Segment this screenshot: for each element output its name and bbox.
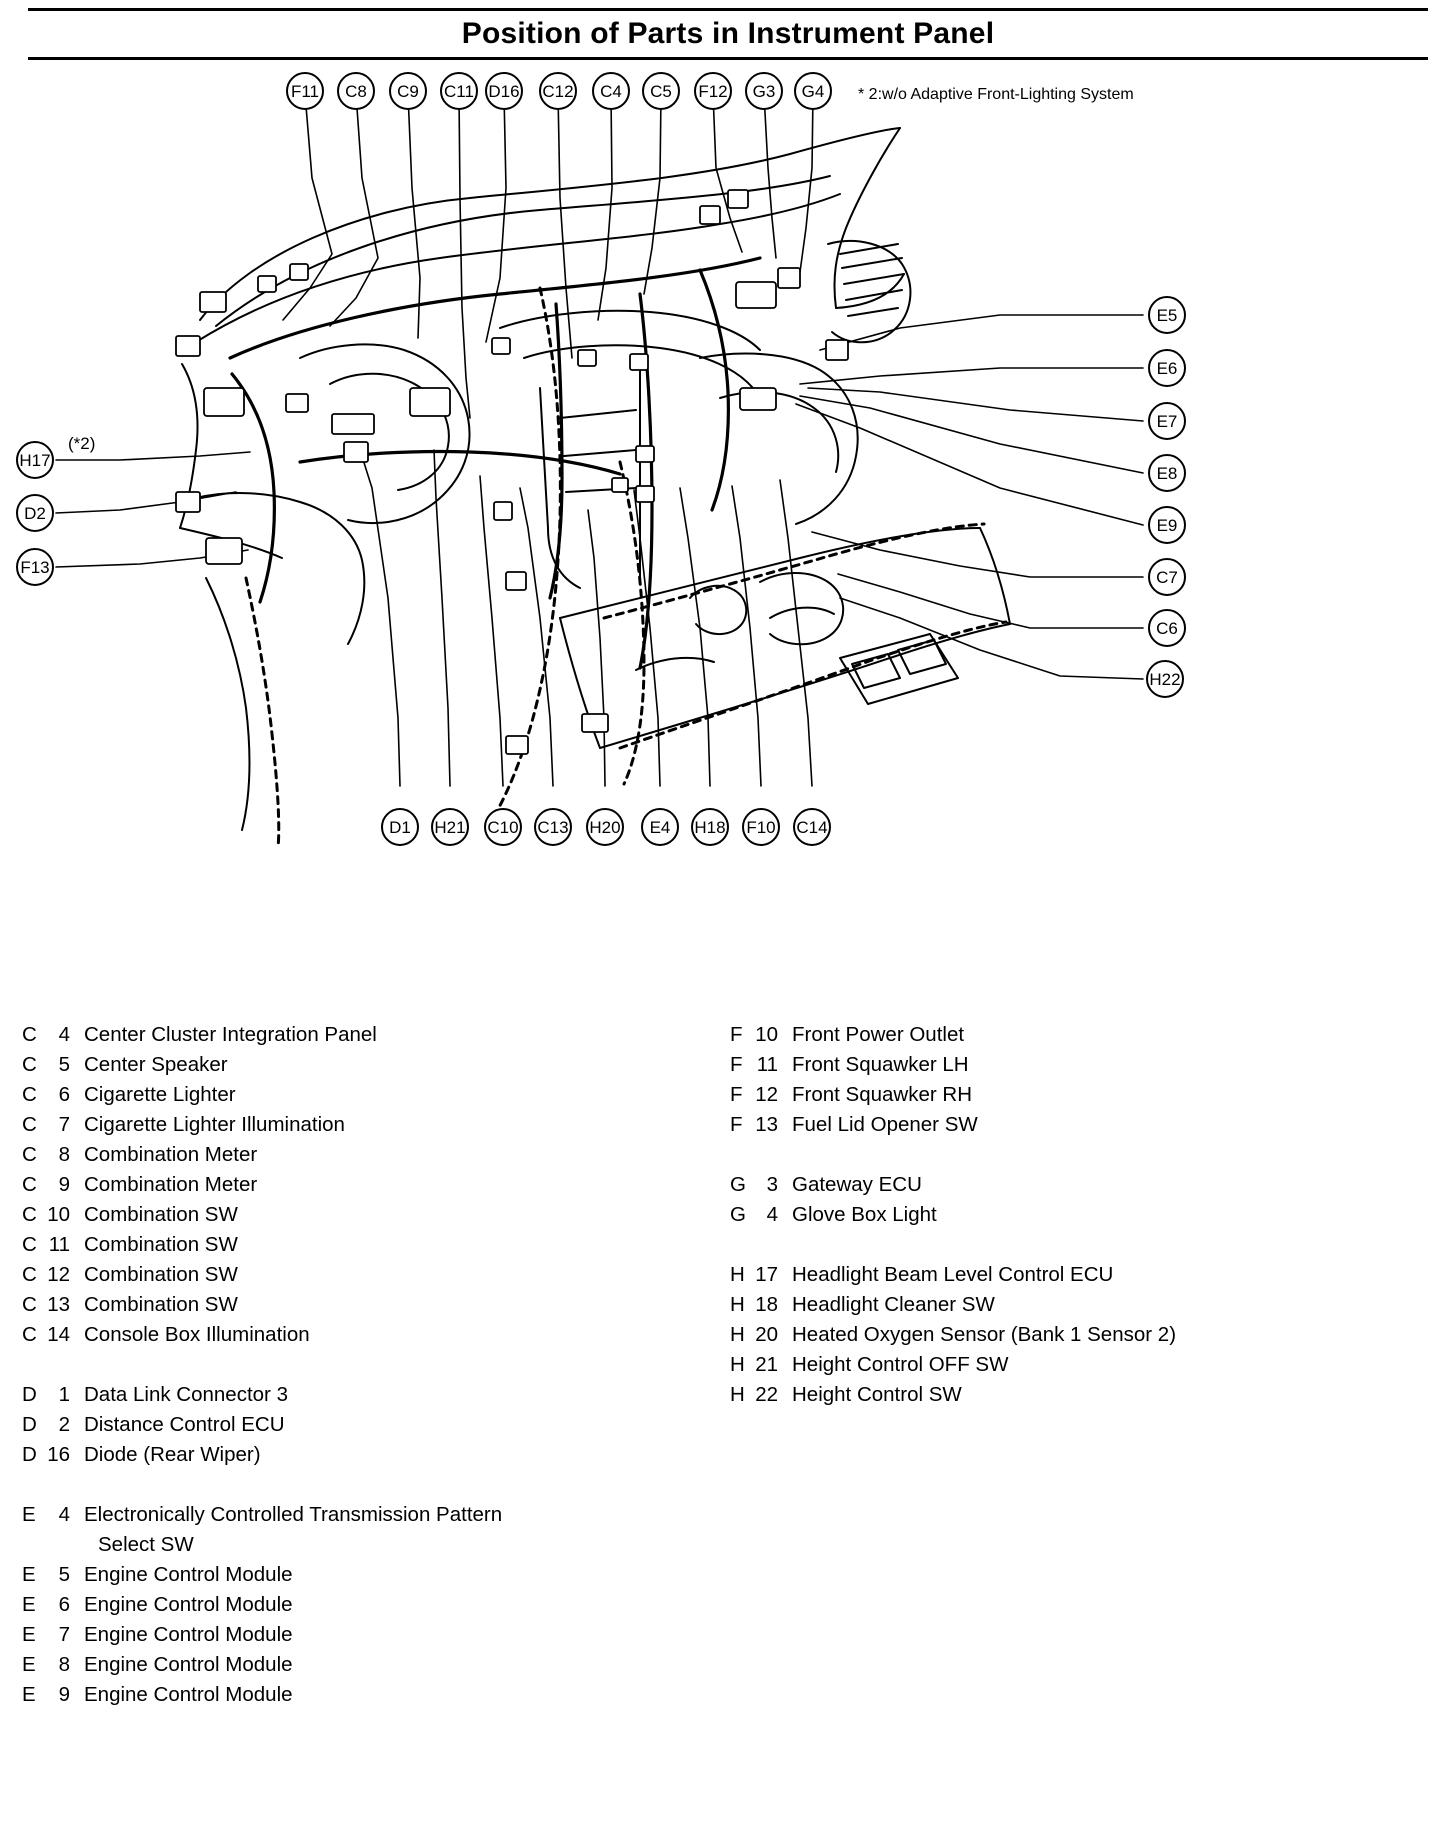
legend-spacer — [22, 1350, 702, 1380]
callout-c13[interactable]: C13 — [534, 808, 572, 846]
instrument-panel-diagram — [0, 58, 1456, 1008]
legend-number: 13 — [47, 1293, 70, 1316]
legend-letter: C — [22, 1263, 37, 1286]
callout-g3[interactable]: G3 — [745, 72, 783, 110]
legend-letter: E — [22, 1653, 36, 1676]
callout-c6[interactable]: C6 — [1148, 609, 1186, 647]
legend-spacer — [730, 1140, 1430, 1170]
legend-number: 5 — [58, 1053, 70, 1076]
legend-number: 7 — [58, 1113, 70, 1136]
legend-number: 8 — [58, 1143, 70, 1166]
legend-letter: D — [22, 1443, 37, 1466]
legend-number: 7 — [58, 1623, 70, 1646]
legend-number: 12 — [47, 1263, 70, 1286]
legend-item-h18 — [730, 1290, 1430, 1320]
legend-label: Height Control SW — [792, 1383, 962, 1406]
legend-item-c14 — [22, 1320, 702, 1350]
legend-item-c4 — [22, 1020, 702, 1050]
legend-spacer — [730, 1230, 1430, 1260]
legend-item-f10 — [730, 1020, 1430, 1050]
callout-e6[interactable]: E6 — [1148, 349, 1186, 387]
callout-e8[interactable]: E8 — [1148, 454, 1186, 492]
legend-number: 2 — [58, 1413, 70, 1436]
legend-item-c13 — [22, 1290, 702, 1320]
legend-number: 5 — [58, 1563, 70, 1586]
legend-label: Front Power Outlet — [792, 1023, 965, 1046]
legend-spacer — [22, 1470, 702, 1500]
legend-number: 4 — [58, 1023, 70, 1046]
callout-c11[interactable]: C11 — [440, 72, 478, 110]
legend-label-line2: Select SW — [98, 1533, 194, 1556]
note-h17-marker: (*2) — [68, 434, 96, 453]
callout-f10[interactable]: F10 — [742, 808, 780, 846]
legend-number: 11 — [48, 1233, 70, 1256]
legend-label: Fuel Lid Opener SW — [792, 1113, 978, 1136]
legend-number: 8 — [58, 1653, 70, 1676]
legend-label: Headlight Cleaner SW — [792, 1293, 995, 1316]
legend-label: Engine Control Module — [84, 1593, 293, 1616]
legend-item-e4 — [22, 1500, 702, 1560]
legend-letter: C — [22, 1143, 37, 1166]
legend-item-e9 — [22, 1680, 702, 1710]
legend-label: Combination Meter — [84, 1143, 258, 1166]
callout-f13[interactable]: F13 — [16, 548, 54, 586]
legend-letter: E — [22, 1563, 36, 1586]
legend-number: 13 — [755, 1113, 778, 1136]
legend-number: 14 — [47, 1323, 70, 1346]
callout-h20[interactable]: H20 — [586, 808, 624, 846]
legend-item-c6 — [22, 1080, 702, 1110]
legend-number: 18 — [755, 1293, 778, 1316]
legend-number: 17 — [755, 1263, 778, 1286]
legend-label: Engine Control Module — [84, 1653, 293, 1676]
legend-letter: E — [22, 1623, 36, 1646]
legend-label: Height Control OFF SW — [792, 1353, 1009, 1376]
legend-letter: C — [22, 1083, 37, 1106]
legend-item-d2 — [22, 1410, 702, 1440]
legend-number: 9 — [58, 1683, 70, 1706]
legend-label: Distance Control ECU — [84, 1413, 285, 1436]
legend-letter: H — [730, 1353, 745, 1376]
legend-label: Front Squawker RH — [792, 1083, 973, 1106]
legend-number: 6 — [58, 1083, 70, 1106]
legend-label: Gateway ECU — [792, 1173, 922, 1196]
callout-e5[interactable]: E5 — [1148, 296, 1186, 334]
legend-item-c5 — [22, 1050, 702, 1080]
legend-label: Cigarette Lighter Illumination — [84, 1113, 345, 1136]
legend-label: Heated Oxygen Sensor (Bank 1 Sensor 2) — [792, 1323, 1177, 1346]
legend-item-e7 — [22, 1620, 702, 1650]
legend-letter: F — [730, 1053, 743, 1076]
page-title: Position of Parts in Instrument Panel — [461, 17, 995, 50]
legend-letter: C — [22, 1173, 37, 1196]
legend-label: Center Cluster Integration Panel — [84, 1023, 377, 1046]
legend-item-e5 — [22, 1560, 702, 1590]
legend-item-c9 — [22, 1170, 702, 1200]
legend-number: 11 — [756, 1053, 778, 1076]
legend-label-line1: Electronically Controlled Transmission Pattern — [84, 1503, 503, 1526]
legend-item-f11 — [730, 1050, 1430, 1080]
callout-d16[interactable]: D16 — [485, 72, 523, 110]
legend-label: Center Speaker — [84, 1053, 228, 1076]
legend-item-f13 — [730, 1110, 1430, 1140]
legend-label: Glove Box Light — [792, 1203, 937, 1226]
legend-letter: F — [730, 1113, 743, 1136]
legend-letter: C — [22, 1233, 37, 1256]
legend-item-c11 — [22, 1230, 702, 1260]
legend-column-left — [22, 1020, 702, 1710]
callout-c7[interactable]: C7 — [1148, 558, 1186, 596]
callout-h22[interactable]: H22 — [1146, 660, 1184, 698]
legend-label: Headlight Beam Level Control ECU — [792, 1263, 1114, 1286]
legend-letter: D — [22, 1383, 37, 1406]
callout-c5[interactable]: C5 — [642, 72, 680, 110]
diagram-artwork — [0, 58, 1456, 1008]
legend-number: 20 — [755, 1323, 778, 1346]
legend-letter: C — [22, 1113, 37, 1136]
legend-letter: C — [22, 1293, 37, 1316]
callout-f11[interactable]: F11 — [286, 72, 324, 110]
legend-number: 3 — [766, 1173, 778, 1196]
callout-c10[interactable]: C10 — [484, 808, 522, 846]
legend-label: Engine Control Module — [84, 1563, 293, 1586]
legend-label: Data Link Connector 3 — [84, 1383, 288, 1406]
legend-label: Combination SW — [84, 1263, 238, 1286]
legend-item-d16 — [22, 1440, 702, 1470]
legend-number: 9 — [58, 1173, 70, 1196]
callout-c8[interactable]: C8 — [337, 72, 375, 110]
callout-c4[interactable]: C4 — [592, 72, 630, 110]
legend-item-c10 — [22, 1200, 702, 1230]
legend-letter: C — [22, 1053, 37, 1076]
legend-item-c7 — [22, 1110, 702, 1140]
callout-c14[interactable]: C14 — [793, 808, 831, 846]
legend-label: Front Squawker LH — [792, 1053, 969, 1076]
legend-label: Engine Control Module — [84, 1623, 293, 1646]
callout-d1[interactable]: D1 — [381, 808, 419, 846]
legend-letter: E — [22, 1503, 36, 1526]
callout-e4[interactable]: E4 — [641, 808, 679, 846]
legend-label-multiline — [84, 1500, 702, 1560]
callout-e7[interactable]: E7 — [1148, 402, 1186, 440]
legend-item-g4 — [730, 1200, 1430, 1230]
legend-label: Combination SW — [84, 1293, 238, 1316]
legend-letter: H — [730, 1263, 745, 1286]
legend-letter: F — [730, 1083, 743, 1106]
legend-letter: H — [730, 1323, 745, 1346]
legend-item-c12 — [22, 1260, 702, 1290]
callout-h18[interactable]: H18 — [691, 808, 729, 846]
legend-number: 6 — [58, 1593, 70, 1616]
legend-number: 10 — [47, 1203, 70, 1226]
callout-h17[interactable]: H17 — [16, 441, 54, 479]
legend-number: 21 — [755, 1353, 778, 1376]
legend-letter: E — [22, 1593, 36, 1616]
legend-number: 4 — [766, 1203, 778, 1226]
legend-letter: H — [730, 1383, 745, 1406]
legend-item-e8 — [22, 1650, 702, 1680]
legend-letter: C — [22, 1023, 37, 1046]
callout-c12[interactable]: C12 — [539, 72, 577, 110]
legend-letter: F — [730, 1023, 743, 1046]
legend-item-h21 — [730, 1350, 1430, 1380]
callout-g4[interactable]: G4 — [794, 72, 832, 110]
legend-item-h22 — [730, 1380, 1430, 1410]
legend-item-h20 — [730, 1320, 1430, 1350]
legend-letter: D — [22, 1413, 37, 1436]
legend-label: Console Box Illumination — [84, 1323, 310, 1346]
legend-item-c8 — [22, 1140, 702, 1170]
callout-f12[interactable]: F12 — [694, 72, 732, 110]
legend-letter: H — [730, 1293, 745, 1316]
callout-e9[interactable]: E9 — [1148, 506, 1186, 544]
callout-d2[interactable]: D2 — [16, 494, 54, 532]
legend-number: 22 — [755, 1383, 778, 1406]
legend-number: 4 — [58, 1503, 70, 1526]
legend-item-h17 — [730, 1260, 1430, 1290]
legend-number: 1 — [58, 1383, 70, 1406]
page-title-bar — [28, 8, 1428, 60]
legend-letter: G — [730, 1203, 746, 1226]
legend-letter: E — [22, 1683, 36, 1706]
legend-letter: C — [22, 1323, 37, 1346]
legend-item-g3 — [730, 1170, 1430, 1200]
legend-column-right — [730, 1020, 1430, 1410]
legend-label: Engine Control Module — [84, 1683, 293, 1706]
legend-label: Combination SW — [84, 1203, 238, 1226]
callout-c9[interactable]: C9 — [389, 72, 427, 110]
legend-number: 10 — [755, 1023, 778, 1046]
legend-number: 16 — [47, 1443, 70, 1466]
legend-item-d1 — [22, 1380, 702, 1410]
legend-label: Combination SW — [84, 1233, 238, 1256]
legend-letter: C — [22, 1203, 37, 1226]
legend-number: 12 — [755, 1083, 778, 1106]
legend-label: Diode (Rear Wiper) — [84, 1443, 261, 1466]
legend-label: Cigarette Lighter — [84, 1083, 236, 1106]
legend-item-f12 — [730, 1080, 1430, 1110]
legend-item-e6 — [22, 1590, 702, 1620]
legend-label: Combination Meter — [84, 1173, 258, 1196]
note-adaptive-front-lighting: * 2:w/o Adaptive Front-Lighting System — [858, 86, 1134, 103]
legend-letter: G — [730, 1173, 746, 1196]
callout-h21[interactable]: H21 — [431, 808, 469, 846]
